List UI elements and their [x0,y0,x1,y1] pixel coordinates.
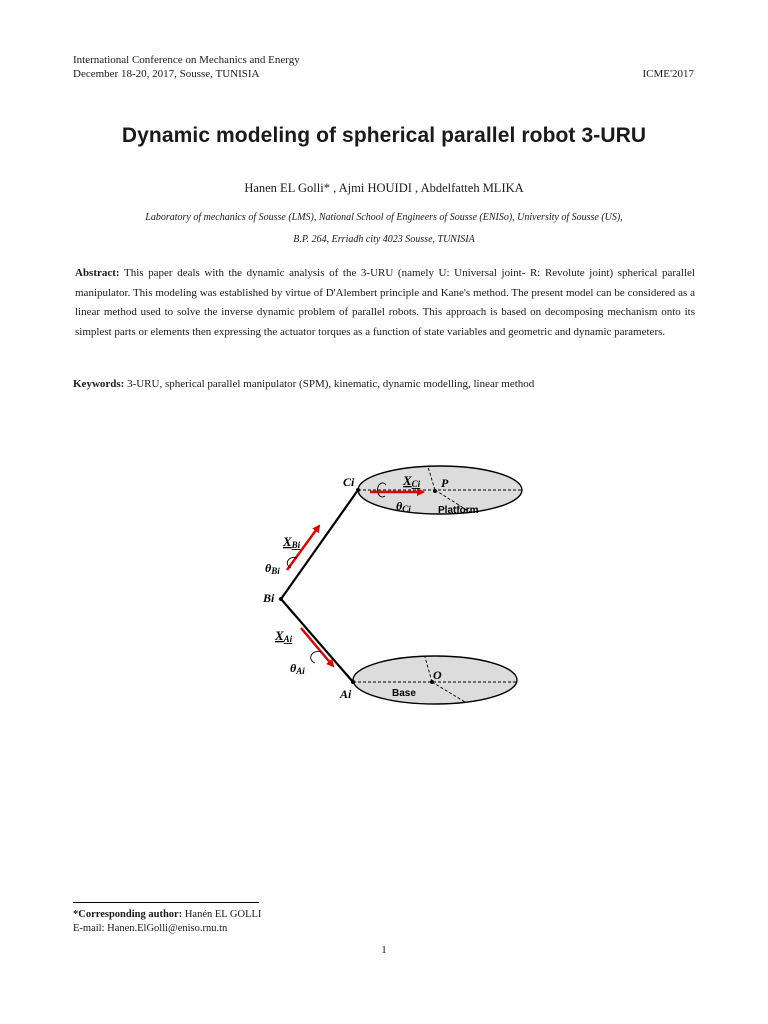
label-theta-bi: θBi [265,561,280,576]
conference-name: International Conference on Mechanics and Energy [73,54,300,66]
label-xai: XAi [275,628,293,644]
robot-leg-diagram [255,460,535,720]
xai-arrow [301,628,333,666]
conference-code: ICME'2017 [642,68,694,80]
platform-center-point [433,489,437,493]
affiliation-line-1: Laboratory of mechanics of Sousse (LMS), National School of Engineers of Sousse (ENISo), University of Sousse (US), [145,212,623,223]
footnote [73,908,261,936]
label-ai: Ai [340,687,352,701]
keywords-text: 3-URU, spherical parallel manipulator (SPM), kinematic, dynamic modelling, linear method [124,378,535,390]
label-xci: XCi [403,473,421,489]
abstract [75,264,695,342]
robot-leg-figure [255,460,535,720]
corresponding-author-label: *Corresponding author: [73,909,183,920]
paper-authors: Hanen EL Golli* , Ajmi HOUIDI , Abdelfatteh MLIKA [244,181,524,195]
label-o: O [433,668,442,682]
label-theta-ai: θAi [290,661,305,676]
label-bi: Bi [263,591,275,605]
theta-ai-rotation-arrow [311,651,321,663]
label-ci: Ci [343,475,355,489]
paper-title: Dynamic modeling of spherical parallel robot 3-URU [121,124,647,147]
affiliation-line-2: B.P. 264, Erriadh city 4023 Sousse, TUNISIA [293,234,475,245]
label-xbi: XBi [283,534,301,550]
corresponding-author [73,908,261,922]
corresponding-author-name: Hanén EL GOLLI [182,909,262,920]
conference-date-location: December 18-20, 2017, Sousse, TUNISIA [73,68,260,80]
label-platform: Platform [438,505,479,516]
label-p: P [441,476,449,490]
label-base: Base [392,688,416,699]
abstract-label: Abstract: [75,267,120,279]
page-header-left [73,53,300,81]
bi-joint-point [279,597,283,601]
footnote-rule [73,902,259,903]
label-theta-ci: θCi [396,499,411,514]
affiliation [0,207,768,251]
abstract-text: This paper deals with the dynamic analysis of the 3-URU (namely U: Universal joint- R: Revolute joint) spherical parallel manipulator. This modeling was established by virtue of D'Alembert principle and Kane's method. The present model can be considered as a linear method used to solve the inverse dynamic problem of parallel robots. This approach is based on decomposing mechanism onto its simplest parts or elements then expressing the actuator torques as a function of state variables and geometric and dynamic parameters. [75,267,695,338]
keywords [73,376,534,392]
author-email: E-mail: Hanen.ElGolli@eniso.rnu.tn [73,923,228,934]
page-number: 1 [381,944,387,956]
keywords-label: Keywords: [73,378,125,390]
